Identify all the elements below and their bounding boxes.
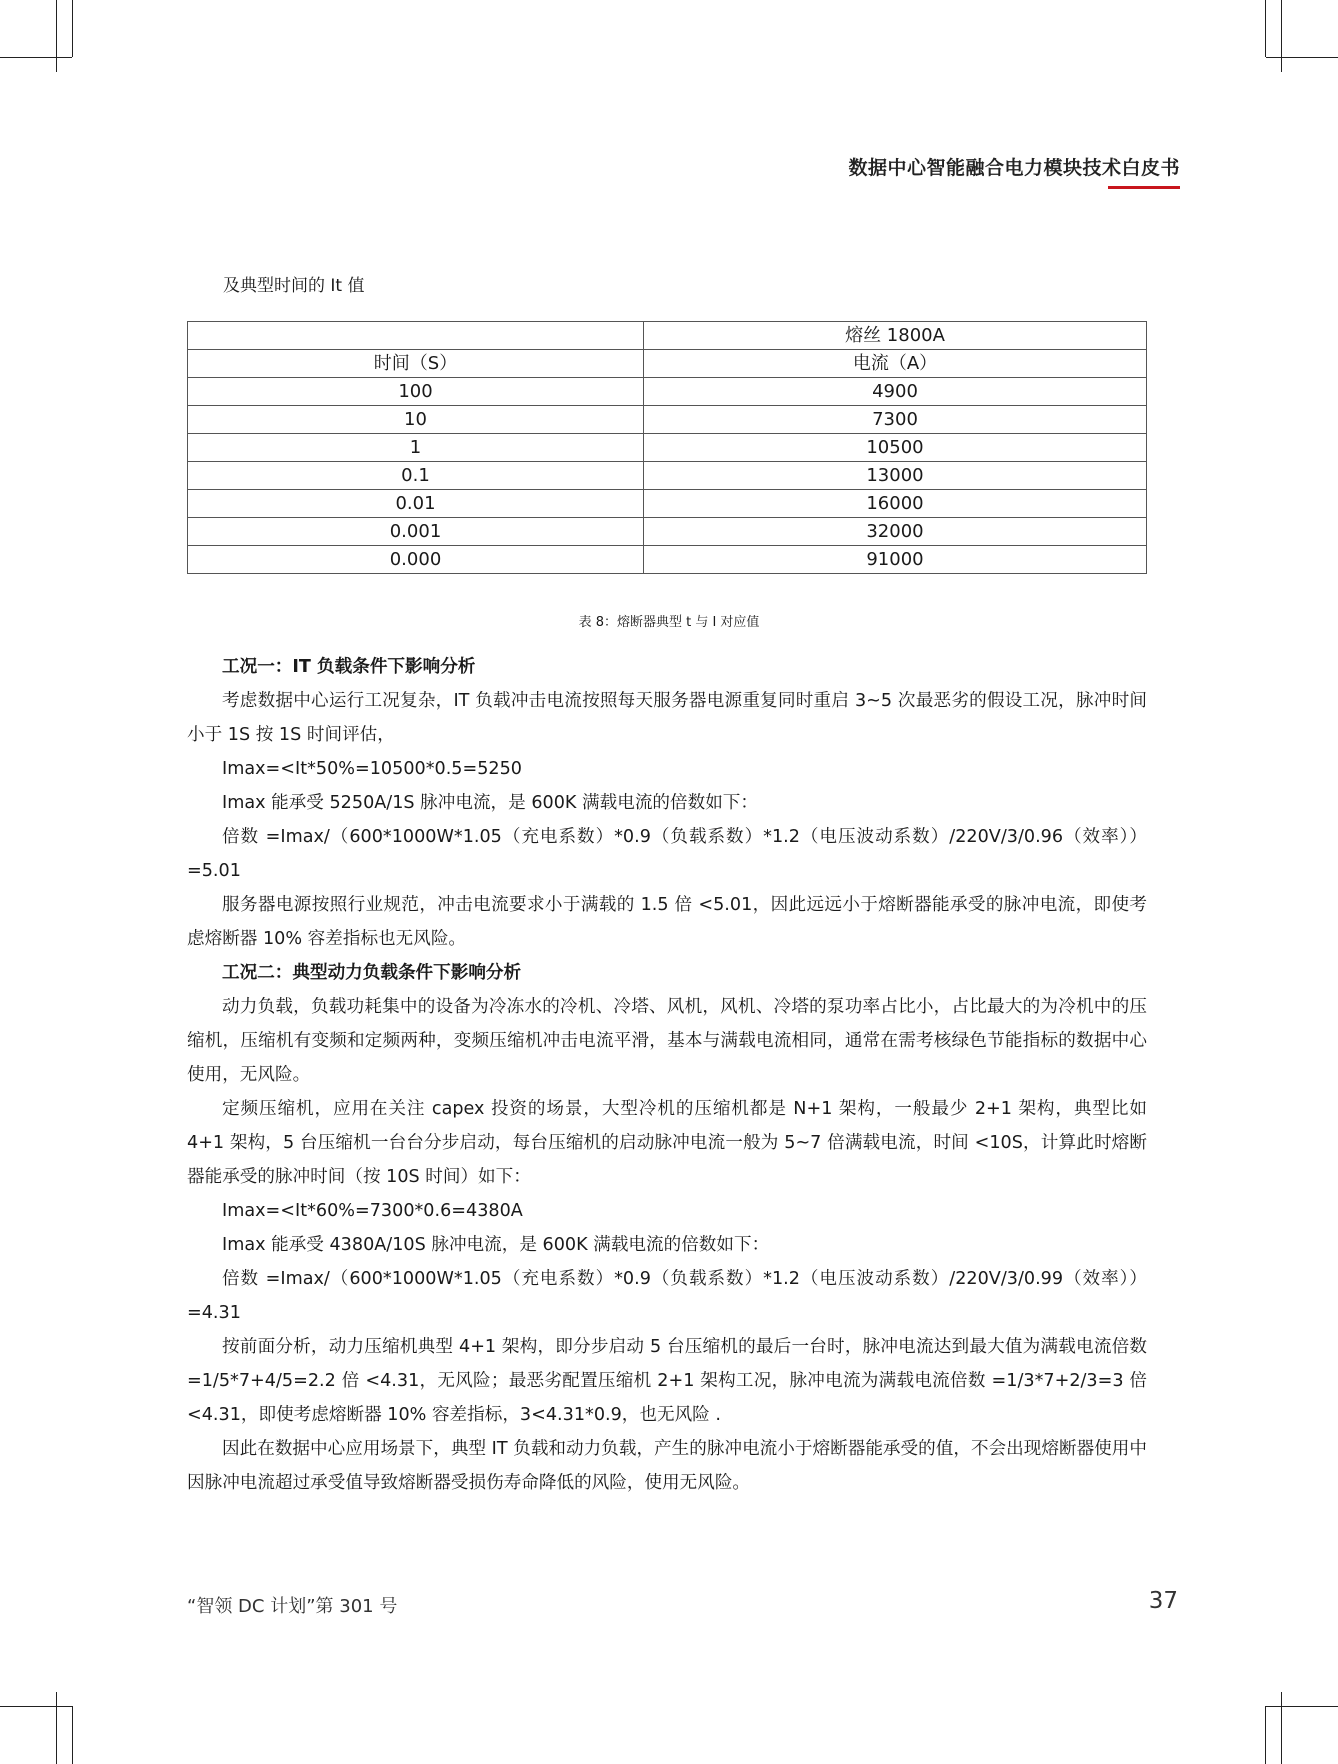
crop-mark [1281,1692,1282,1764]
formula-line: Imax=<It*50%=10500*0.5=5250 [222,759,522,779]
table-intro-text: 及典型时间的 It 值 [223,276,365,296]
crop-mark [56,1692,57,1764]
section-heading-1: 工况一：IT 负载条件下影响分析 [222,657,476,677]
crop-mark [1266,1706,1338,1707]
section-heading-2: 工况二：典型动力负载条件下影响分析 [222,963,522,983]
paragraph: 按前面分析，动力压缩机典型 4+1 架构，即分步启动 5 台压缩机的最后一台时，脉冲电流达到最大值为满载电流倍数 =1/5*7+4/5=2.2 倍 <4.31，无风险；最恶劣配置压缩机 2+1 架构工况，脉冲电流为满载电流倍数 =1/3*7+2/3=3 倍 <4.31，即使考虑熔断器 10% 容差指标，3<4.31*0.9，也无风险 . [187,1337,1147,1425]
paragraph: Imax 能承受 5250A/1S 脉冲电流，是 600K 满载电流的倍数如下： [222,793,758,813]
table-row [188,406,1147,434]
crop-mark [1281,0,1282,72]
table-cell: 100 [188,378,644,406]
body-text [187,650,1147,1500]
crop-mark [1266,57,1338,58]
table-row [188,490,1147,518]
table-row [188,462,1147,490]
crop-mark [0,1706,72,1707]
table-row [188,546,1147,574]
table-cell: 10500 [644,434,1147,462]
crop-mark [56,0,57,72]
paragraph: 服务器电源按照行业规范，冲击电流要求小于满载的 1.5 倍 <5.01，因此远远小于熔断器能承受的脉冲电流，即使考虑熔断器 10% 容差指标也无风险。 [187,895,1147,949]
paragraph: 定频压缩机，应用在关注 capex 投资的场景，大型冷机的压缩机都是 N+1 架构，一般最少 2+1 架构，典型比如 4+1 架构，5 台压缩机一台台分步启动，每台压缩机的启动脉冲电流一般为 5~7 倍满载电流，时间 <10S，计算此时熔断器能承受的脉冲时间（按 10S 时间）如下： [187,1099,1147,1187]
page-number: 37 [1148,1588,1178,1614]
table-cell: 4900 [644,378,1147,406]
paragraph: 动力负载，负载功耗集中的设备为冷冻水的冷机、冷塔、风机，风机、冷塔的泵功率占比小，占比最大的为冷机中的压缩机，压缩机有变频和定频两种，变频压缩机冲击电流平滑，基本与满载电流相同，通常在需考核绿色节能指标的数据中心使用，无风险。 [187,997,1147,1085]
footer-series-label: “智领 DC 计划”第 301 号 [187,1596,398,1617]
table-header-current: 电流（A） [644,350,1147,378]
table-cell: 16000 [644,490,1147,518]
table-cell: 0.1 [188,462,644,490]
crop-mark [0,57,72,58]
crop-mark [1265,0,1266,57]
table-caption: 表 8：熔断器典型 t 与 I 对应值 [578,615,760,630]
paragraph: 因此在数据中心应用场景下，典型 IT 负载和动力负载，产生的脉冲电流小于熔断器能承受的值，不会出现熔断器使用中因脉冲电流超过承受值导致熔断器受损伤寿命降低的风险，使用无风险。 [187,1439,1147,1493]
table-row [188,350,1147,378]
paragraph: 考虑数据中心运行工况复杂，IT 负载冲击电流按照每天服务器电源重复同时重启 3~5 次最恶劣的假设工况，脉冲时间小于 1S 按 1S 时间评估， [187,691,1147,745]
paragraph: Imax 能承受 4380A/10S 脉冲电流，是 600K 满载电流的倍数如下： [222,1235,770,1255]
formula-line: Imax=<It*60%=7300*0.6=4380A [222,1201,523,1221]
table-cell [188,322,644,350]
table-header-time: 时间（S） [188,350,644,378]
header-accent-rule [1108,186,1180,189]
table-cell: 91000 [644,546,1147,574]
crop-mark [72,1706,73,1764]
running-header: 数据中心智能融合电力模块技术白皮书 [848,157,1180,179]
table-row [188,378,1147,406]
crop-mark [1265,1706,1266,1764]
table-row [188,518,1147,546]
table-row [188,434,1147,462]
table-cell: 13000 [644,462,1147,490]
formula-line: 倍数 =Imax/（600*1000W*1.05（充电系数）*0.9（负载系数）*1.2（电压波动系数）/220V/3/0.99（效率））=4.31 [187,1269,1147,1323]
table-cell: 0.001 [188,518,644,546]
table-cell: 7300 [644,406,1147,434]
table-cell: 0.01 [188,490,644,518]
table-cell: 32000 [644,518,1147,546]
table-cell: 0.000 [188,546,644,574]
formula-line: 倍数 =Imax/（600*1000W*1.05（充电系数）*0.9（负载系数）*1.2（电压波动系数）/220V/3/0.96（效率））=5.01 [187,827,1147,881]
table-cell: 1 [188,434,644,462]
table-super-header: 熔丝 1800A [644,322,1147,350]
table-row [188,322,1147,350]
fuse-table [187,321,1147,574]
table-cell: 10 [188,406,644,434]
crop-mark [72,0,73,57]
